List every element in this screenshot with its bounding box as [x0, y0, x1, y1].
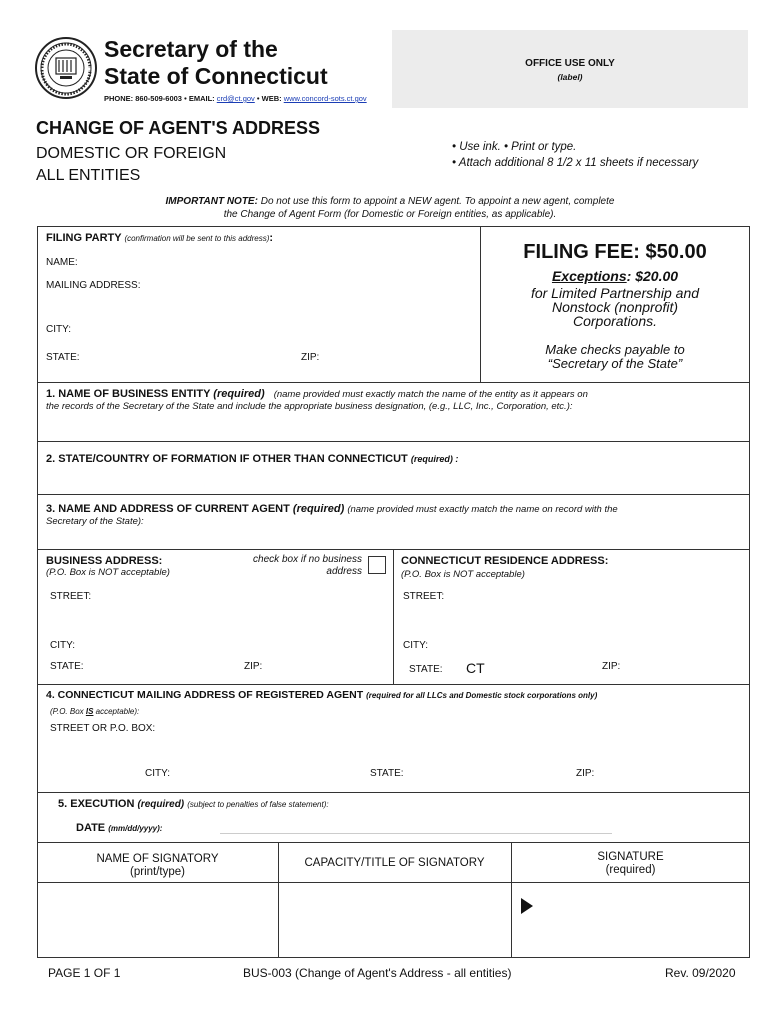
important-note-text1: Do not use this form to appoint a NEW agent. To appoint a new agent, complete — [257, 196, 615, 207]
fee-exceptions-amount: : $20.00 — [626, 268, 679, 284]
divider-vertical — [393, 549, 394, 684]
instruction-line2: • Attach additional 8 1/2 x 11 sheets if necessary — [452, 157, 699, 169]
residence-state-value: CT — [466, 660, 485, 676]
instructions — [452, 139, 698, 171]
business-address-label: BUSINESS ADDRESS: — [46, 555, 163, 567]
section3-heading — [46, 503, 618, 516]
business-address-po-note: (P.O. Box is NOT acceptable) — [46, 567, 170, 578]
contact-line — [104, 94, 367, 103]
divider — [37, 382, 750, 383]
form-title: CHANGE OF AGENT'S ADDRESS — [36, 118, 320, 138]
fee-pay-line1: Make checks payable to — [545, 342, 685, 357]
fee-exceptions — [480, 268, 750, 284]
divider — [37, 842, 750, 843]
fee-exc-line1: for Limited Partnership and — [530, 285, 700, 301]
state-country-formation-field[interactable] — [46, 468, 736, 490]
bullet: • — [256, 94, 260, 103]
agent-mailing-city-field[interactable]: CITY: — [145, 768, 171, 779]
business-zip-field[interactable]: ZIP: — [244, 661, 263, 672]
date-label: DATE — [76, 822, 106, 834]
divider — [37, 792, 750, 793]
filing-fee-title: FILING FEE: $50.00 — [523, 241, 707, 263]
sign-here-arrow-icon — [521, 898, 533, 914]
office-use-title: OFFICE USE ONLY — [525, 58, 615, 69]
org-title-line1: Secretary of the — [104, 36, 278, 62]
signatory-name-field[interactable] — [38, 883, 278, 957]
business-state-field[interactable]: STATE: — [50, 661, 84, 672]
date-heading — [76, 822, 162, 834]
bullet: • — [184, 94, 187, 103]
fee-exc-line3: Corporations. — [572, 313, 658, 329]
residence-city-field[interactable]: CITY: — [403, 640, 429, 651]
web-link[interactable]: www.concord-sots.ct.gov — [283, 94, 367, 103]
section5-hint: (subject to penalties of false statement): — [187, 800, 329, 809]
web-label: WEB: — [261, 94, 282, 103]
footer-revision: Rev. 09/2020 — [665, 966, 736, 980]
section4-po-note — [50, 706, 139, 718]
section1-heading — [46, 388, 588, 401]
no-business-address-checkbox[interactable] — [368, 556, 386, 574]
state-seal-logo — [34, 36, 98, 100]
po-note-is: IS — [85, 707, 94, 716]
checkbox-label-line1: check box if no business — [253, 554, 362, 565]
checkbox-label-line2: address — [326, 566, 362, 577]
form-subtitle-line2: ALL ENTITIES — [36, 167, 141, 184]
date-field[interactable] — [220, 833, 612, 834]
form-subtitle-line1: DOMESTIC OR FOREIGN — [36, 145, 227, 162]
col-capacity-title: CAPACITY/TITLE OF SIGNATORY — [304, 857, 485, 869]
divider — [37, 494, 750, 495]
date-format: (mm/dd/yyyy): — [108, 824, 163, 833]
section2-required: (required) : — [410, 454, 459, 464]
filing-party-city-field[interactable]: CITY: — [46, 324, 72, 335]
filing-party-mailing-field[interactable]: MAILING ADDRESS: — [46, 280, 141, 291]
fee-exceptions-label: Exceptions — [551, 268, 627, 284]
office-use-label: (label) — [557, 72, 583, 82]
email-link[interactable]: crd@ct.gov — [216, 94, 255, 103]
filing-party-heading — [46, 232, 273, 244]
agent-mailing-zip-field[interactable]: ZIP: — [576, 768, 595, 779]
instruction-line1: • Use ink. • Print or type. — [452, 141, 577, 153]
filing-party-hint: (confirmation will be sent to this address) — [124, 234, 270, 243]
business-entity-name-field[interactable] — [46, 414, 736, 438]
section4-label: 4. CONNECTICUT MAILING ADDRESS OF REGISTERED AGENT — [46, 689, 364, 701]
fee-exceptions-body — [480, 286, 750, 328]
section1-desc-b: the records of the Secretary of the State and include the appropriate business designation, (e.g., LLC, Inc., Corporation, etc.): — [46, 401, 573, 412]
footer-page: PAGE 1 OF 1 — [48, 966, 121, 980]
section1-desc-a: (name provided must exactly match the name of the entity as it appears on — [273, 389, 588, 400]
business-city-field[interactable]: CITY: — [50, 640, 76, 651]
fee-payable — [480, 343, 750, 371]
agent-mailing-street-field[interactable]: STREET OR P.O. BOX: — [50, 723, 156, 734]
section1-required: (required) — [213, 388, 265, 400]
fee-exc-line2: Nonstock (nonprofit) — [551, 299, 679, 315]
org-title-line2: State of Connecticut — [104, 63, 328, 89]
filing-party-colon: : — [269, 232, 274, 244]
section3-label: 3. NAME AND ADDRESS OF CURRENT AGENT — [46, 503, 290, 515]
filing-party-state-field[interactable]: STATE: — [46, 352, 80, 363]
col3-sub: (required) — [605, 864, 656, 876]
filing-party-zip-field[interactable]: ZIP: — [301, 352, 320, 363]
col1-title: NAME OF SIGNATORY — [96, 853, 219, 865]
po-note-a: (P.O. Box — [50, 707, 86, 716]
phone-label: PHONE: — [104, 94, 134, 103]
office-use-box — [392, 30, 748, 108]
signatory-capacity-field[interactable] — [279, 883, 511, 957]
col-signature — [511, 851, 750, 877]
section1-label: 1. NAME OF BUSINESS ENTITY — [46, 388, 211, 400]
po-note-b: acceptable): — [93, 707, 140, 716]
residence-street-field[interactable]: STREET: — [403, 591, 445, 602]
important-note-label: IMPORTANT NOTE: — [165, 196, 258, 207]
residence-zip-field[interactable]: ZIP: — [602, 661, 621, 672]
agent-mailing-state-field[interactable]: STATE: — [370, 768, 404, 779]
important-note-text2: the Change of Agent Form (for Domestic or Foreign entities, as applicable). — [223, 209, 557, 220]
filing-party-label: FILING PARTY — [46, 232, 122, 244]
org-title — [104, 36, 328, 90]
section2-label: 2. STATE/COUNTRY OF FORMATION IF OTHER THAN CONNECTICUT — [46, 453, 408, 465]
form-subtitle — [36, 143, 226, 187]
residence-address-po-note: (P.O. Box is NOT acceptable) — [401, 569, 525, 580]
section3-desc-a: (name provided must exactly match the name on record with the — [347, 504, 618, 515]
divider — [37, 441, 750, 442]
col1-sub: (print/type) — [130, 866, 185, 878]
filing-party-name-field[interactable]: NAME: — [46, 257, 78, 268]
signature-field[interactable] — [512, 883, 749, 957]
section5-heading — [58, 798, 329, 810]
divider — [37, 684, 750, 685]
section3-desc-b: Secretary of the State): — [46, 516, 144, 527]
no-business-address-label — [226, 554, 362, 578]
phone-value: 860-509-6003 — [135, 94, 182, 103]
section2-heading — [46, 453, 458, 465]
fee-pay-line2: “Secretary of the State” — [547, 356, 683, 371]
important-note — [40, 195, 740, 221]
email-label: EMAIL: — [188, 94, 215, 103]
col-name-of-signatory — [37, 853, 278, 879]
section5-required: (required) — [137, 799, 185, 810]
section4-heading — [46, 689, 597, 701]
residence-state-label: STATE: — [409, 664, 443, 675]
current-agent-name-field[interactable] — [46, 529, 736, 547]
footer-form-id: BUS-003 (Change of Agent's Address - all entities) — [243, 966, 512, 980]
residence-address-label: CONNECTICUT RESIDENCE ADDRESS: — [401, 555, 609, 567]
section3-required: (required) — [292, 503, 345, 515]
section4-required: (required for all LLCs and Domestic stock corporations only) — [366, 691, 598, 700]
business-street-field[interactable]: STREET: — [50, 591, 92, 602]
col3-title: SIGNATURE — [597, 851, 664, 863]
section5-label: 5. EXECUTION — [58, 798, 135, 810]
